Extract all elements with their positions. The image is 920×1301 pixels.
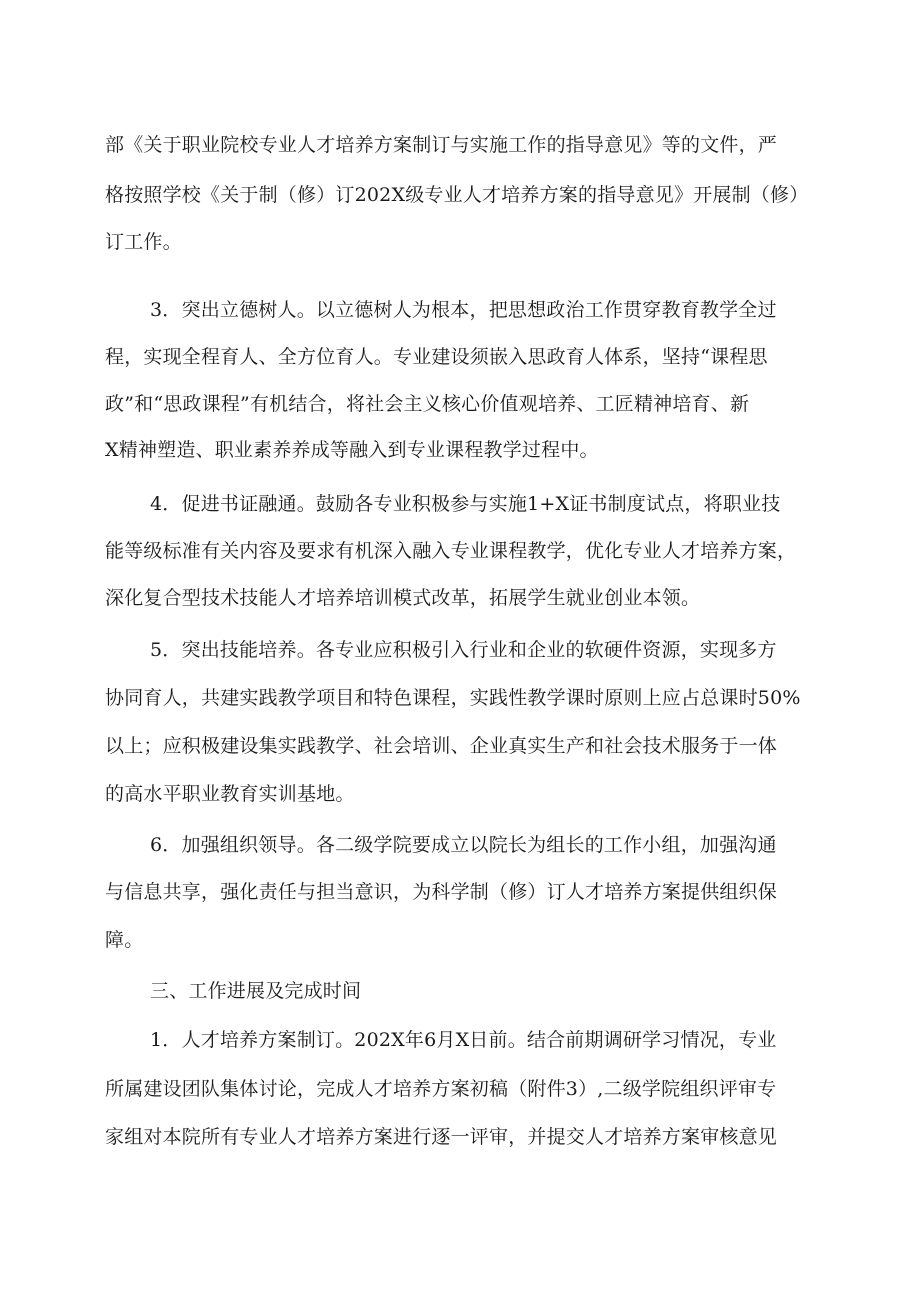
- text-line: 5．突出技能培养。各专业应积极引入行业和企业的软硬件资源，实现多方: [150, 639, 777, 661]
- text-line: 的高水平职业教育实训基地。: [105, 783, 355, 805]
- text-line: 4．促进书证融通。鼓励各专业积极参与实施1+X证书制度试点，将职业技: [150, 493, 781, 515]
- text-line: 与信息共享，强化责任与担当意识，为科学制（修）订人才培养方案提供组织保: [105, 881, 778, 903]
- text-line: 3．突出立德树人。以立德树人为根本，把思想政治工作贯穿教育教学全过: [150, 299, 777, 321]
- section-heading: 三、工作进展及完成时间: [150, 980, 362, 1002]
- text-line: 协同育人，共建实践教学项目和特色课程，实践性教学课时原则上应占总课时50%: [105, 687, 801, 709]
- text-line: 政”和“思政课程”有机结合，将社会主义核心价值观培养、工匠精神培育、新: [105, 393, 750, 415]
- text-line: 深化复合型技术技能人才培养培训模式改革，拓展学生就业创业本领。: [105, 587, 701, 609]
- text-line: 家组对本院所有专业人才培养方案进行逐一评审，并提交人才培养方案审核意见: [105, 1126, 778, 1148]
- text-line: 程，实现全程育人、全方位育人。专业建设须嵌入思政育人体系，坚持“课程思: [105, 346, 768, 368]
- text-line: 以上；应积极建设集实践教学、社会培训、企业真实生产和社会技术服务于一体: [105, 735, 778, 757]
- text-line: 订工作。: [105, 231, 182, 253]
- text-line: 障。: [105, 929, 144, 951]
- text-line: 1．人才培养方案制订。202X年6月X日前。结合前期调研学习情况，专业: [150, 1029, 777, 1051]
- text-line: 部《关于职业院校专业人才培养方案制订与实施工作的指导意见》等的文件，严: [105, 134, 778, 156]
- text-line: 能等级标准有关内容及要求有机深入融入专业课程教学，优化专业人才培养方案，: [105, 540, 797, 562]
- text-line: 所属建设团队集体讨论，完成人才培养方案初稿（附件3）,二级学院组织评审专: [105, 1078, 777, 1100]
- text-line: 格按照学校《关于制（修）订202X级专业人才培养方案的指导意见》开展制（修）: [105, 184, 809, 206]
- text-line: 6．加强组织领导。各二级学院要成立以院长为组长的工作小组，加强沟通: [150, 834, 777, 856]
- text-line: X精神塑造、职业素养养成等融入到专业课程教学过程中。: [105, 439, 599, 461]
